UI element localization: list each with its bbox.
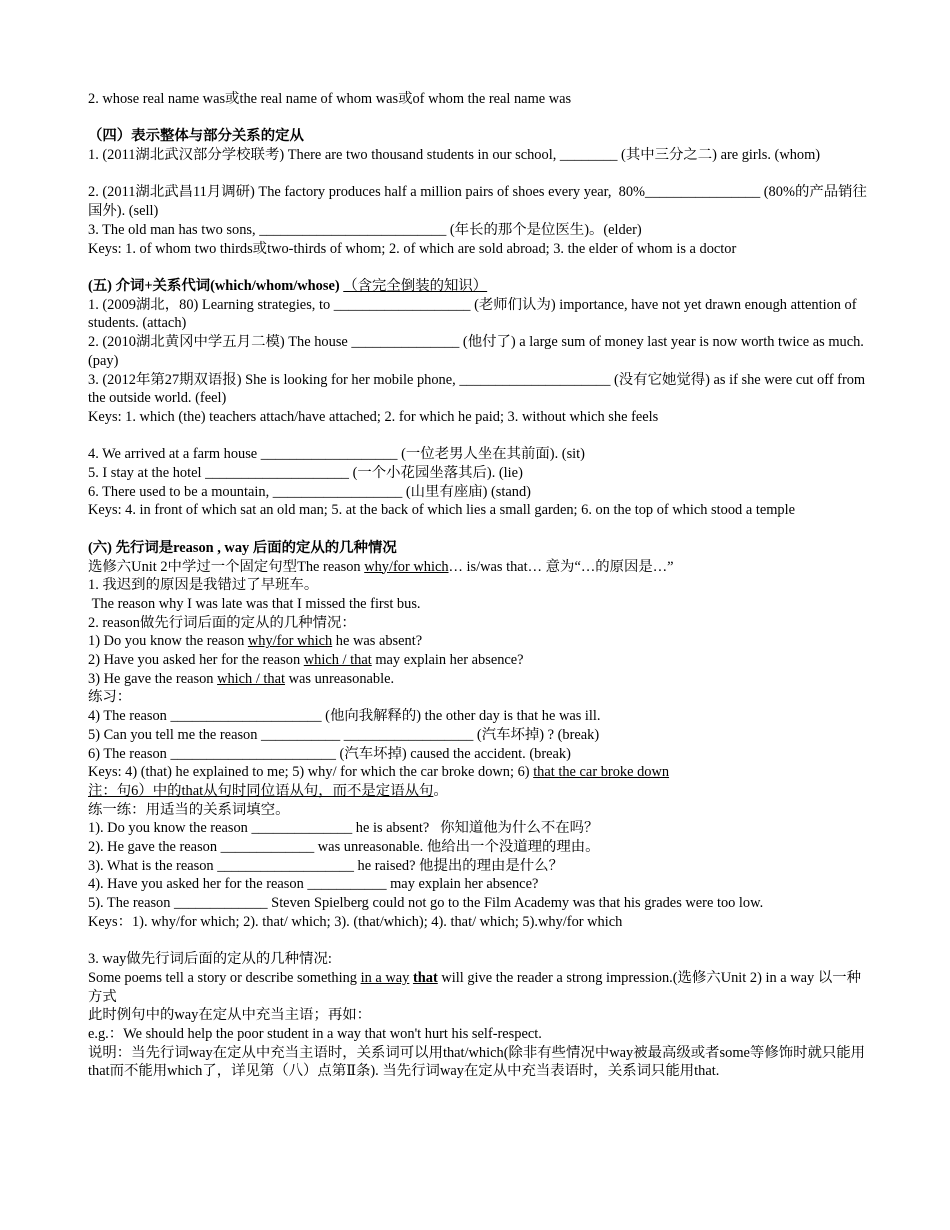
question-line: 1. (2009湖北，80) Learning strategies, to ___________________ (老师们认为) importance, have not yet drawn enough attention of students. (attach): [88, 296, 861, 332]
example-line: 1. 我迟到的原因是我错过了早班车。: [88, 577, 319, 594]
question-line: 5) Can you tell me the reason ___________ __________________ (汽车坏掉) ? (break): [88, 726, 600, 743]
question-line: 3. The old man has two sons, __________________________ (年长的那个是位医生)。(elder): [88, 221, 642, 238]
question-line: 4) The reason _____________________ (他向我解释的) the other day is that he was ill.: [88, 708, 601, 725]
explanation-line: 说明：当先行词way在定从中充当主语时，关系词可以用that/which(除非有些情况中way被最高级或者some等修饰时就只能用that而不能用which了，详见第（八）点第Ⅱ条). 当先行词way在定从中充当表语时，关系词只能用that.: [88, 1044, 866, 1080]
example-line: The reason why I was late was that I missed the first bus.: [88, 595, 421, 612]
document-page: [88, 90, 868, 1081]
example-line: 2) Have you asked her for the reason which / that may explain her absence?: [88, 652, 524, 669]
question-line: 4. We arrived at a farm house ___________________ (一位老男人坐在其前面). (sit): [88, 446, 585, 463]
question-line: 3). What is the reason ___________________ he raised? 他提出的理由是什么？: [88, 857, 563, 874]
question-line: 2. (2010湖北黄冈中学五月二模) The house _______________ (他付了) a large sum of money last year is now worth twice as much. (pay): [88, 334, 868, 369]
question-line: 6. There used to be a mountain, __________________ (山里有座庙) (stand): [88, 483, 531, 500]
example-line: e.g.：We should help the poor student in a way that won't hurt his self-respect.: [88, 1026, 542, 1043]
subheading-line: 3. way做先行词后面的定从的几种情况:: [88, 951, 332, 968]
section-title-4: （四）表示整体与部分关系的定从: [88, 128, 304, 145]
answer-line: 2. whose real name was或the real name of whom was或of whom the real name was: [88, 91, 572, 107]
keys-line: Keys：1). why/for which; 2). that/ which; 3). (that/which); 4). that/ which; 5).why/for which: [88, 913, 623, 930]
question-line: 1). Do you know the reason ______________ he is absent? 你知道他为什么不在吗？: [88, 820, 599, 837]
subheading-line: 2. reason做先行词后面的定从的几种情况：: [88, 614, 356, 631]
keys-line: Keys: 4. in front of which sat an old man; 5. at the back of which lies a small garden; 6. on the top of which stood a temple: [88, 502, 795, 519]
example-line: 1) Do you know the reason why/for which he was absent?: [88, 633, 423, 650]
practice-label: 练习：: [88, 689, 132, 706]
keys-line: Keys: 1. of whom two thirds或two-thirds of whom; 2. of which are sold abroad; 3. the elder of whom is a doctor: [88, 240, 737, 257]
question-line: 1. (2011湖北武汉部分学校联考) There are two thousand students in our school, ________ (其中三分之二) are girls. (whom): [88, 147, 821, 164]
question-line: 5. I stay at the hotel ____________________ (一个小花园坐落其后). (lie): [88, 465, 523, 481]
keys-line: Keys: 1. which (the) teachers attach/have attached; 2. for which he paid; 3. without which she feels: [88, 408, 659, 425]
question-line: 6) The reason _______________________ (汽车坏掉) caused the accident. (break): [88, 745, 571, 762]
question-line: 4). Have you asked her for the reason ___________ may explain her absence?: [88, 876, 539, 893]
note-line: 注：句6）中的that从句时同位语从句，而不是定语从句。: [88, 782, 448, 799]
section-note: （含完全倒装的知识）: [343, 277, 488, 294]
exercise-title: 练一练：用适当的关系词填空。: [88, 801, 290, 818]
example-line: Some poems tell a story or describe something in a way that will give the reader a strong impression.(选修六Unit 2) in a way 以一种方式: [88, 969, 861, 1005]
question-line: 2). He gave the reason _____________ was unreasonable. 他给出一个没道理的理由。: [88, 839, 600, 856]
section-title-5: (五) 介词+关系代词(which/whom/whose) （含完全倒装的知识）: [88, 277, 488, 294]
intro-line: 选修六Unit 2中学过一个固定句型The reason why/for which… is/was that… 意为“…的原因是…”: [88, 558, 674, 575]
question-line: 3. (2012年第27期双语报) She is looking for her mobile phone, _____________________ (没有它她觉得) as if she were cut off from the outside world. (feel): [88, 371, 869, 407]
question-line: 2. (2011湖北武昌11月调研) The factory produces half a million pairs of shoes every year, 80%________________ (80%的产品销往国外). (sell): [88, 184, 867, 220]
explanation-line: 此时例句中的way在定从中充当主语；再如：: [88, 1007, 372, 1024]
keys-line: Keys: 4) (that) he explained to me; 5) why/ for which the car broke down; 6) that the car broke down: [88, 764, 670, 781]
question-line: 5). The reason _____________ Steven Spielberg could not go to the Film Academy was that his grades were too low.: [88, 895, 764, 912]
example-line: 3) He gave the reason which / that was unreasonable.: [88, 670, 395, 687]
section-title-6: (六) 先行词是reason , way 后面的定从的几种情况: [88, 539, 397, 556]
